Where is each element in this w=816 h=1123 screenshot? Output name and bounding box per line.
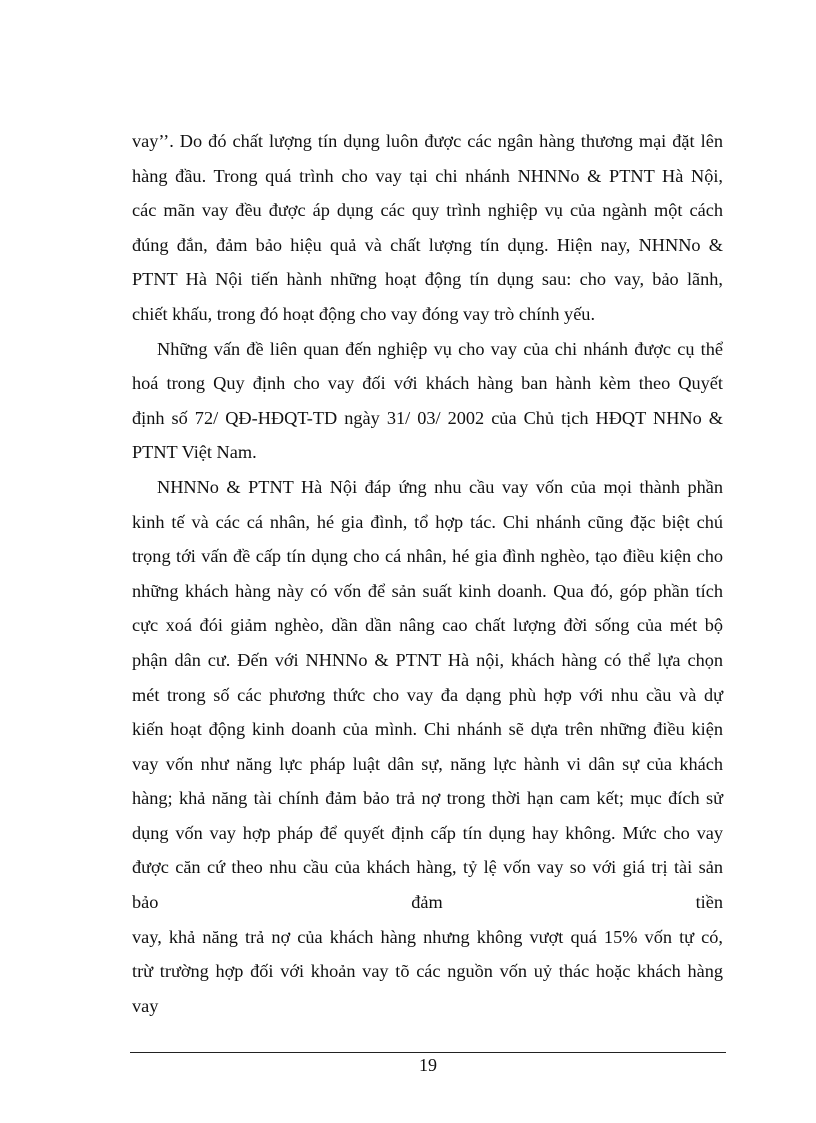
paragraph-line: những khách hàng này có vốn để sản suất kinh doanh. Qua đó, góp phần tích (132, 580, 723, 601)
paragraph-line: PTNT Hà Nội tiến hành những hoạt động tín dụng sau: cho vay, bảo lãnh, (132, 269, 723, 290)
paragraph-line: vay’’. Do đó chất lượng tín dụng luôn được các ngân hàng thương mại đặt lên (132, 131, 723, 151)
paragraph-line: PTNT Việt Nam. (132, 442, 257, 463)
paragraph-line: hoá trong Quy định cho vay đối với khách hàng ban hành kèm theo Quyết (132, 373, 723, 394)
paragraph-line: Những vấn đề liên quan đến nghiệp vụ cho vay của chi nhánh được cụ thể (157, 338, 723, 359)
footer-divider (130, 1052, 726, 1053)
paragraph-line: kinh tế và các cá nhân, hé gia đình, tổ hợp tác. Chi nhánh cũng đặc biệt chú (132, 511, 723, 532)
paragraph-line: kiến hoạt động kinh doanh của mình. Chi nhánh sẽ dựa trên những điều kiện (132, 719, 723, 740)
body-text (132, 124, 723, 1023)
paragraph-line: mét trong số các phương thức cho vay đa dạng phù hợp với nhu cầu và dự (132, 684, 723, 705)
paragraph-line: trọng tới vấn đề cấp tín dụng cho cá nhân, hé gia đình nghèo, tạo điều kiện cho (132, 546, 723, 567)
paragraph-line: hàng; khả năng tài chính đảm bảo trả nợ trong thời hạn cam kết; mục đích sử (132, 788, 723, 809)
paragraph-line: các mãn vay đều được áp dụng các quy trình nghiệp vụ của ngành một cách (132, 200, 723, 221)
paragraph-line: vay (132, 995, 159, 1016)
paragraph-line: hàng đầu. Trong quá trình cho vay tại chi nhánh NHNNo & PTNT Hà Nội, (132, 165, 723, 186)
paragraph-line: đúng đắn, đảm bảo hiệu quả và chất lượng tín dụng. Hiện nay, NHNNo & (132, 234, 723, 255)
paragraph-line: bảo đảm tiền (132, 892, 723, 913)
paragraph-line: cực xoá đói giảm nghèo, dần dần nâng cao chất lượng đời sống của mét bộ (132, 615, 723, 636)
paragraph-line: được căn cứ theo nhu cầu của khách hàng, tỷ lệ vốn vay so với giá trị tài sản (132, 857, 723, 878)
paragraph-line: vay, khả năng trả nợ của khách hàng nhưng không vượt quá 15% vốn tự có, (132, 926, 723, 947)
paragraph-line: NHNNo & PTNT Hà Nội đáp ứng nhu cầu vay vốn của mọi thành phần (157, 476, 723, 497)
page-number: 19 (419, 1055, 437, 1075)
paragraph-line: phận dân cư. Đến với NHNNo & PTNT Hà nội, khách hàng có thể lựa chọn (132, 649, 723, 670)
paragraph-line: chiết khấu, trong đó hoạt động cho vay đóng vay trò chính yếu. (132, 303, 596, 324)
paragraph-line: định số 72/ QĐ-HĐQT-TD ngày 31/ 03/ 2002 của Chủ tịch HĐQT NHNo & (132, 407, 723, 428)
paragraph-line: trừ trường hợp đối với khoản vay tõ các nguồn vốn uỷ thác hoặc khách hàng (132, 961, 723, 982)
paragraph-line: dụng vốn vay hợp pháp để quyết định cấp tín dụng hay không. Mức cho vay (132, 822, 723, 843)
paragraph-line: vay vốn như năng lực pháp luật dân sự, năng lực hành vi dân sự của khách (132, 753, 723, 774)
